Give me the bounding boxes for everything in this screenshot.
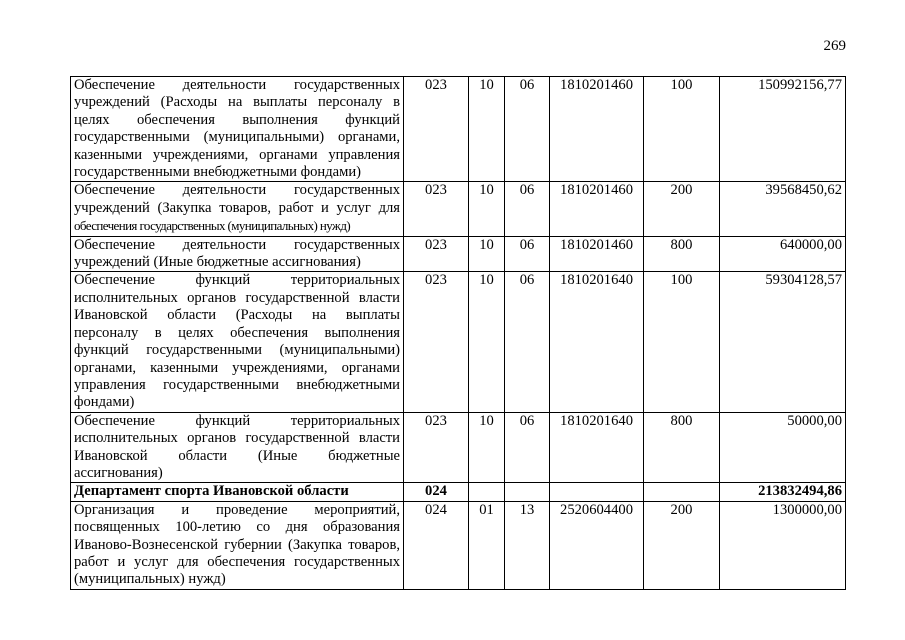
row-admin-code: 024 — [404, 501, 469, 589]
row-description: Обеспечение функций территориальных исполнительных органов государственной власти Ивановской области (Расходы на выплаты персоналу в целях обеспечения выполнения функций государственными (муниципальными) органами, казенными учреждениями, органами управления государственными внебюджетными фондами) — [71, 272, 404, 412]
row-subsection: 06 — [505, 236, 550, 272]
row-expense-type: 200 — [644, 182, 720, 236]
row-section: 10 — [469, 272, 505, 412]
page-number: 269 — [823, 38, 846, 54]
row-subsection: 06 — [505, 272, 550, 412]
row-description: Обеспечение деятельности государственных учреждений (Расходы на выплаты персоналу в целях обеспечения выполнения функций государственными (муниципальными) органами, казенными учреждениями, органами управления государственными внебюджетными фондами) — [71, 77, 404, 182]
row-amount: 150992156,77 — [720, 77, 846, 182]
row-expense-type — [644, 483, 720, 501]
row-amount: 1300000,00 — [720, 501, 846, 589]
row-description: Организация и проведение мероприятий, посвященных 100-летию со дня образования Иваново-Вознесенской губернии (Закупка товаров, работ и услуг для обеспечения государственных (муниципальных) нужд) — [71, 501, 404, 589]
row-section: 10 — [469, 236, 505, 272]
row-expense-type: 100 — [644, 77, 720, 182]
row-admin-code: 023 — [404, 272, 469, 412]
table-row — [71, 412, 846, 483]
row-section: 10 — [469, 77, 505, 182]
row-subsection: 06 — [505, 412, 550, 483]
row-amount: 39568450,62 — [720, 182, 846, 236]
table-row — [71, 272, 846, 412]
row-amount: 50000,00 — [720, 412, 846, 483]
row-subsection: 13 — [505, 501, 550, 589]
row-admin-code: 023 — [404, 236, 469, 272]
row-description-main: Обеспечение деятельности государственных учреждений (Закупка товаров, работ и услуг для — [74, 182, 400, 216]
row-admin-code: 023 — [404, 182, 469, 236]
row-target-code: 1810201460 — [550, 236, 644, 272]
row-description: Департамент спорта Ивановской области — [71, 483, 404, 501]
row-section: 10 — [469, 182, 505, 236]
table-row — [71, 236, 846, 272]
row-description: Обеспечение деятельности государственных учреждений (Иные бюджетные ассигнования) — [71, 236, 404, 272]
table-row — [71, 77, 846, 182]
row-amount: 59304128,57 — [720, 272, 846, 412]
row-expense-type: 200 — [644, 501, 720, 589]
row-admin-code: 023 — [404, 77, 469, 182]
row-admin-code: 024 — [404, 483, 469, 501]
row-section: 01 — [469, 501, 505, 589]
row-expense-type: 100 — [644, 272, 720, 412]
table-row-department — [71, 483, 846, 501]
table-row — [71, 182, 846, 236]
row-description: Обеспечение функций территориальных исполнительных органов государственной власти Ивановской области (Иные бюджетные ассигнования) — [71, 412, 404, 483]
row-amount: 213832494,86 — [720, 483, 846, 501]
row-target-code: 2520604400 — [550, 501, 644, 589]
row-section: 10 — [469, 412, 505, 483]
row-target-code — [550, 483, 644, 501]
row-description-condensed: обеспечения государственных (муниципальных) нужд) — [74, 218, 351, 234]
row-admin-code: 023 — [404, 412, 469, 483]
row-target-code: 1810201460 — [550, 182, 644, 236]
row-amount: 640000,00 — [720, 236, 846, 272]
row-target-code: 1810201640 — [550, 272, 644, 412]
row-expense-type: 800 — [644, 412, 720, 483]
row-expense-type: 800 — [644, 236, 720, 272]
row-target-code: 1810201460 — [550, 77, 644, 182]
row-subsection — [505, 483, 550, 501]
row-subsection: 06 — [505, 77, 550, 182]
row-subsection: 06 — [505, 182, 550, 236]
budget-table — [70, 76, 846, 590]
row-description — [71, 182, 404, 236]
table-row — [71, 501, 846, 589]
row-target-code: 1810201640 — [550, 412, 644, 483]
row-section — [469, 483, 505, 501]
